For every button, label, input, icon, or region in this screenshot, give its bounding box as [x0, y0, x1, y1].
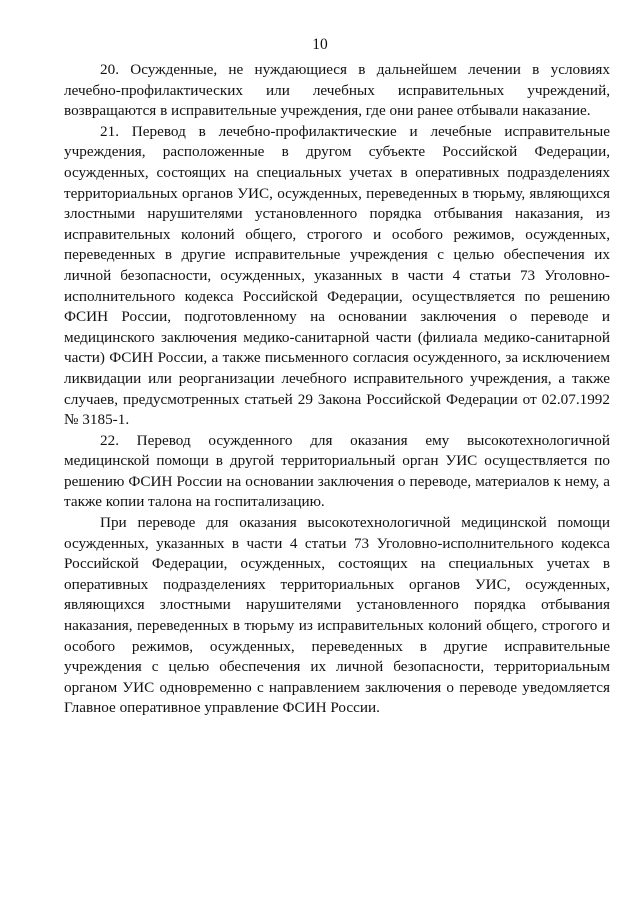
page-number: 10: [312, 36, 328, 53]
paragraph-20: 20. Осужденные, не нуждающиеся в дальнейшем лечении в условиях лечебно-профилактических или лечебных исправительных учреждений, возвращаются в исправительные учреждения, где они ранее отбывали наказание.: [64, 61, 610, 120]
paragraph-22-continuation: При переводе для оказания высокотехнологичной медицинской помощи осужденных, указанных в части 4 статьи 73 Уголовно-исполнительного кодекса Российской Федерации, осужденных, состоящих на специальных учетах в оперативных подразделениях территориальных органов УИС, осужденных, являющихся злостными нарушителями установленного порядка отбывания наказания, переведенных в тюрьму из исправительных колоний общего, строгого и особого режимов, осужденных, переведенных в другие исправительные учреждения с целью обеспечения их личной безопасности, территориальным органом УИС одновременно с направлением заключения о переводе уведомляется Главное оперативное управление ФСИН России.: [64, 514, 610, 717]
paragraph-21: 21. Перевод в лечебно-профилактические и лечебные исправительные учреждения, расположенные в другом субъекте Российской Федерации, осужденных, состоящих на специальных учетах в оперативных подразделениях территориальных органов УИС, осужденных, переведенных в тюрьму, являющихся злостными нарушителями установленного порядка отбывания наказания, из исправительных колоний общего, строгого и особого режимов, осужденных, переведенных в другие исправительные учреждения с целью обеспечения их личной безопасности, осужденных, указанных в части 4 статьи 73 Уголовно-исполнительного кодекса Российской Федерации, осуществляется по решению ФСИН России, подготовленному на основании заключения о переводе и медицинского заключения медико-санитарной части (филиала медико-санитарной части) ФСИН России, а также письменного согласия осужденного, за исключением ликвидации или реорганизации лечебного исправительного учреждения, а также случаев, предусмотренных статьей 29 Закона Российской Федерации от 02.07.1992 № 3185-1.: [64, 122, 610, 429]
document-body: [64, 60, 610, 719]
paragraph-22: 22. Перевод осужденного для оказания ему высокотехнологичной медицинской помощи в другой территориальный орган УИС осуществляется по решению ФСИН России на основании заключения о переводе, материалов к нему, а также копии талона на госпитализацию.: [64, 431, 610, 511]
